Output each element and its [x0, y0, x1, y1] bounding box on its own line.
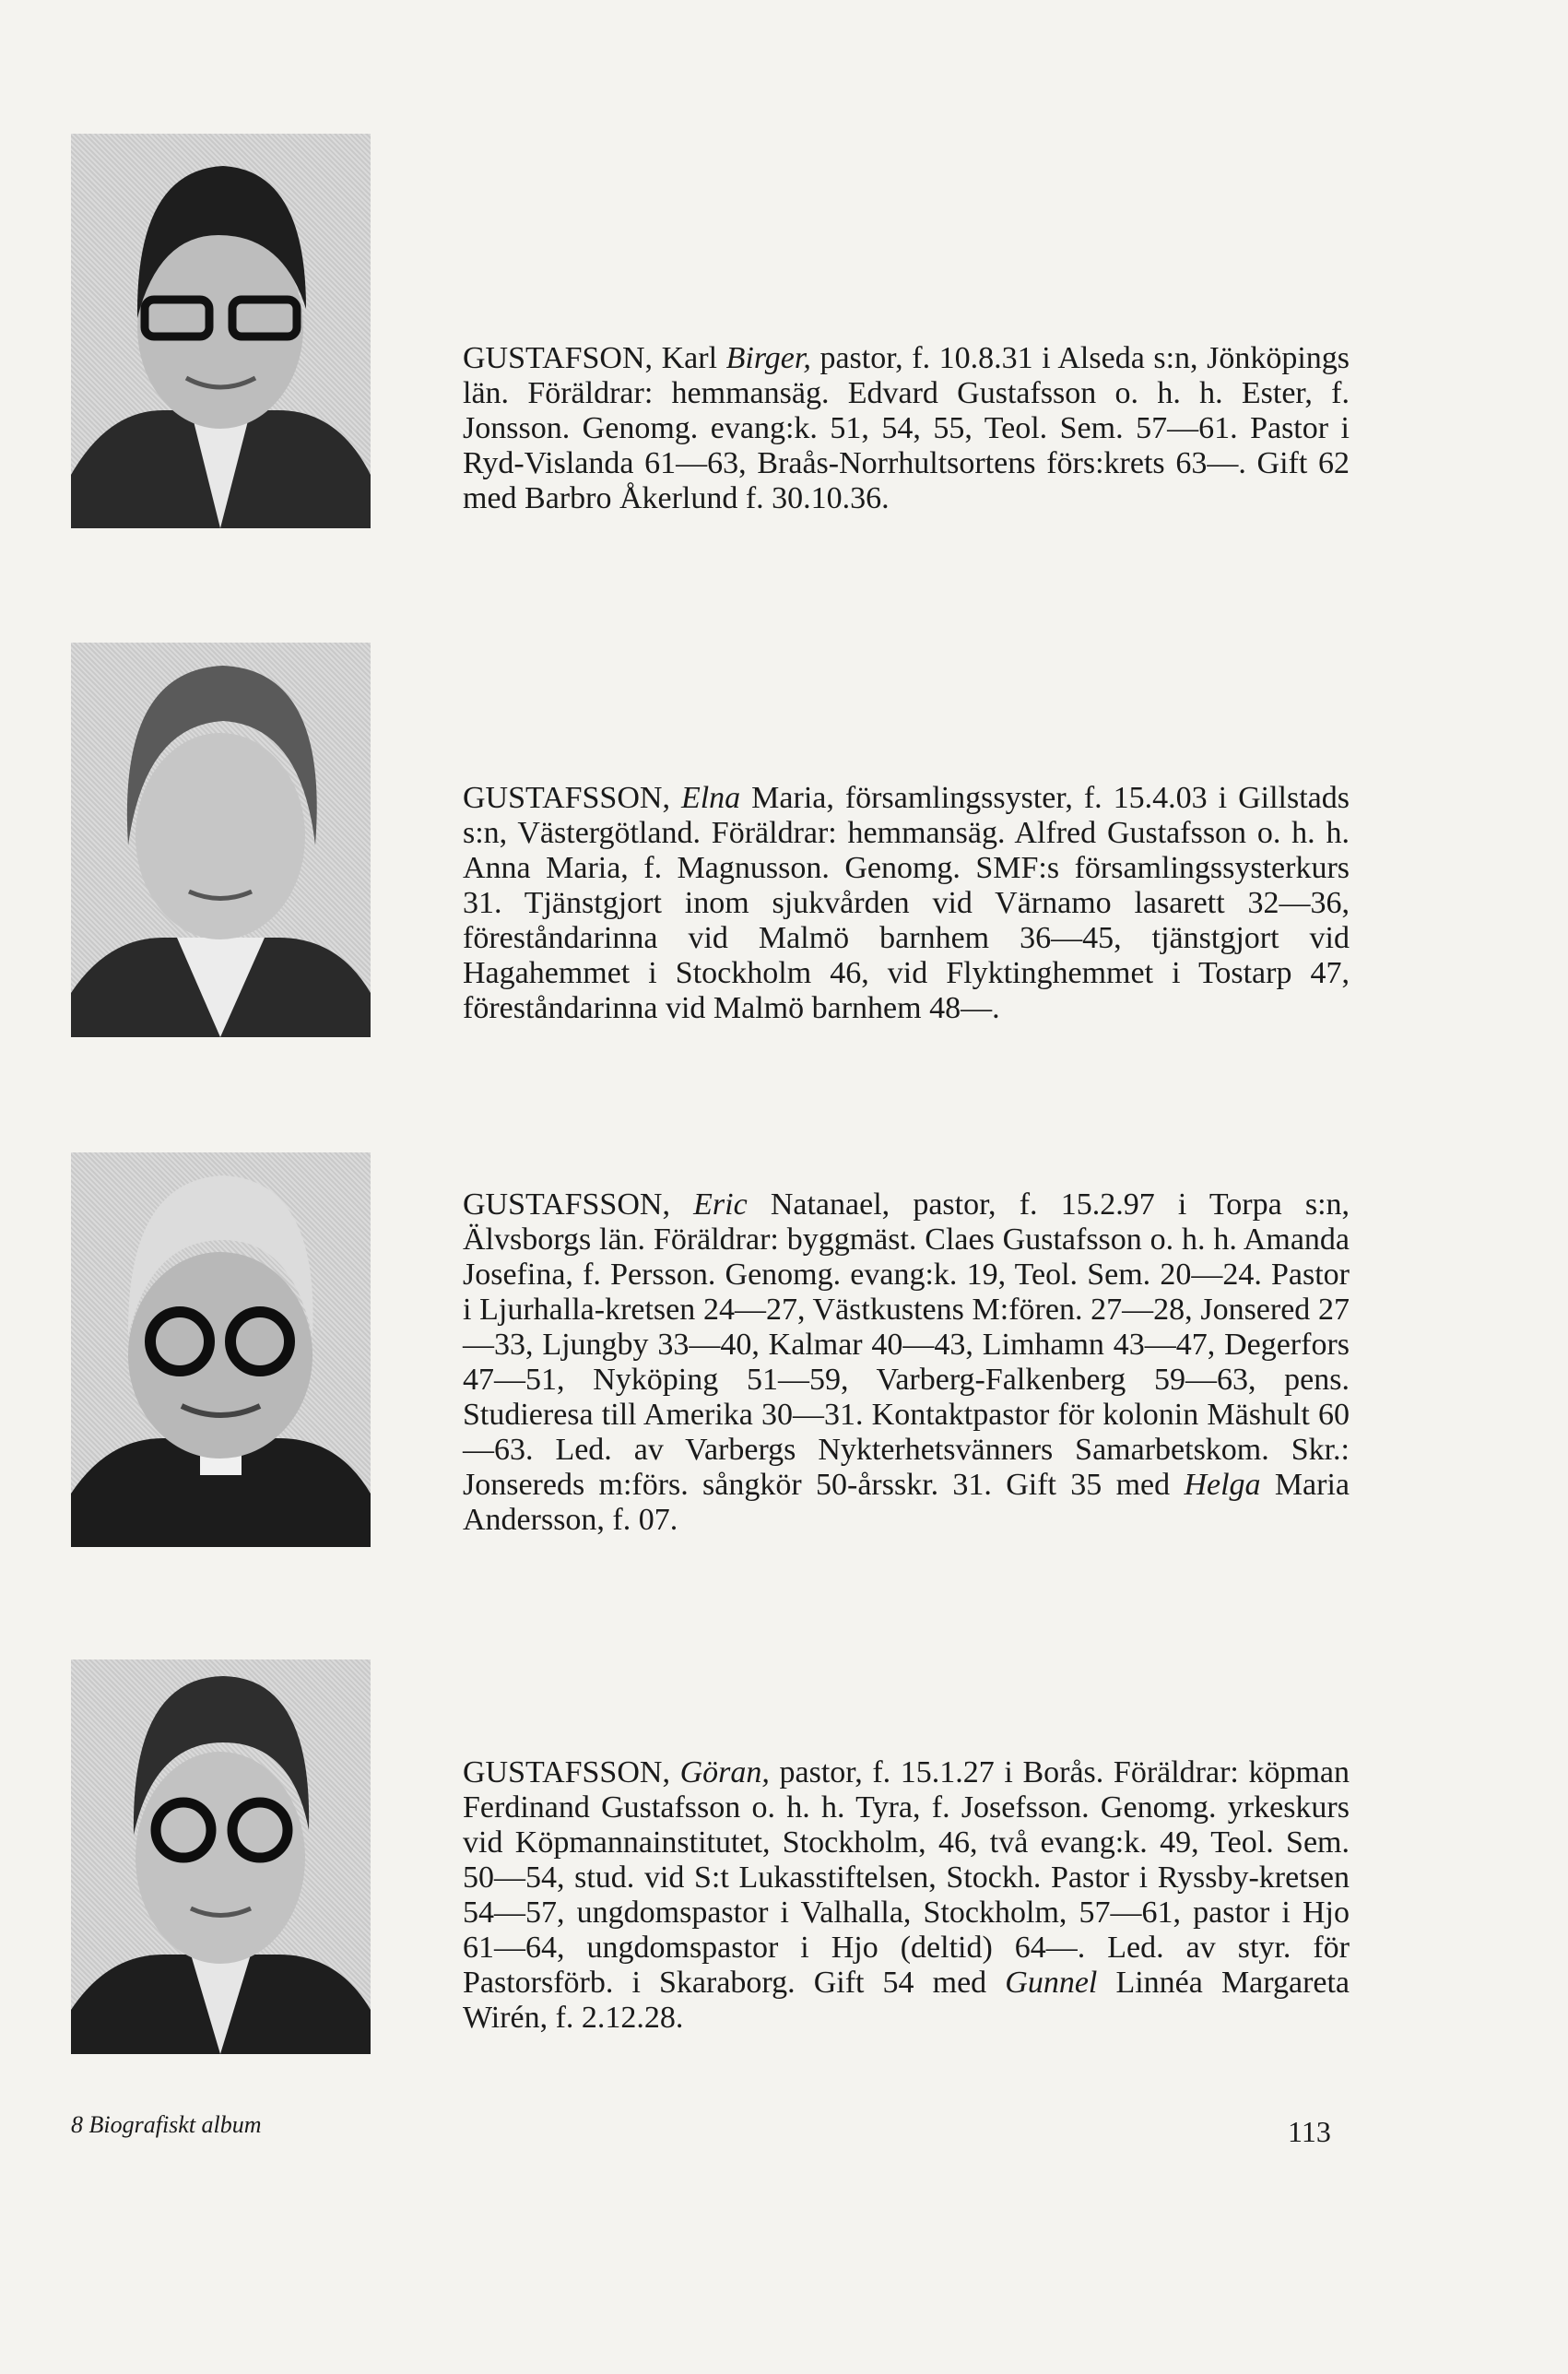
footer-signature: 8 Biografiskt album [71, 2111, 262, 2138]
biography-entry [463, 341, 1350, 516]
entry-text: pastor, f. 10.8.31 i Alseda s:n, Jönköpings län. Föräldrar: hemmansäg. Edvard Gustafsson o. h. h. Ester, f. Jonsson. Genomg. evang:k. 51, 54, 55, Teol. Sem. 57—61. Pastor i Ryd-Vislanda 61—63, Braås-Norrhultsortens förs:krets 63—. Gift 62 med Barbro Åkerlund f. 30.10.36. [463, 341, 1350, 515]
entry-surname: GUSTAFSSON, [463, 781, 670, 815]
entry-first-name: Natanael, [770, 1187, 890, 1222]
entry-first-name: Karl [661, 341, 718, 375]
entry-text-end: Maria Andersson, f. 07. [463, 1468, 1350, 1537]
portrait-photo [71, 1659, 371, 2054]
portrait-image [71, 1659, 371, 2054]
entry-text-end: Linnéa Margareta Wirén, f. 2.12.28. [463, 1966, 1350, 2035]
biography-entry [463, 1187, 1350, 1538]
entry-text: pastor, f. 15.1.27 i Borås. Föräldrar: köpman Ferdinand Gustafsson o. h. h. Tyra, f. Josefsson. Genomg. yrkeskurs vid Köpmannainstitutet, Stockholm, 46, två evang:k. 49, Teol. Sem. 50—54, stud. vid S:t Lukasstiftelsen, Stockh. Pastor i Ryssby-kretsen 54—57, ungdomspastor i Valhalla, Stockholm, 57—61, pastor i Hjo 61—64, ungdomspastor i Hjo (deltid) 64—. Led. av styr. för Pastorsförb. i Skaraborg. Gift 54 med [463, 1755, 1350, 2000]
entry-text: församlingssyster, f. 15.4.03 i Gillstads s:n, Västergötland. Föräldrar: hemmansäg. Alfred Gustafsson o. h. h. Anna Maria, f. Magnusson. Genomg. SMF:s församlingssysterkurs 31. Tjänstgjort inom sjukvården vid Värnamo lasarett 32—36, föreståndarinna vid Malmö barnhem 36—45, tjänstgjort vid Hagahemmet i Stockholm 46, vid Flyktinghemmet i Tostarp 47, föreståndarinna vid Malmö barnhem 48—. [463, 781, 1350, 1025]
portrait-image [71, 134, 371, 528]
portrait-photo [71, 134, 371, 528]
entry-called-name: Göran, [679, 1755, 770, 1789]
entry-surname: GUSTAFSSON, [463, 1755, 670, 1789]
entry-called-name: Eric [693, 1187, 748, 1222]
entry-surname: GUSTAFSSON, [463, 1187, 670, 1222]
biography-entry [463, 1755, 1350, 2036]
portrait-image [71, 1152, 371, 1547]
entry-spouse-name: Gunnel [1005, 1966, 1098, 2000]
entry-called-name: Birger, [725, 341, 811, 375]
biography-entry [463, 781, 1350, 1026]
entry-spouse-name: Helga [1184, 1468, 1261, 1502]
entry-surname: GUSTAFSON, [463, 341, 654, 375]
entry-text: pastor, f. 15.2.97 i Torpa s:n, Älvsborgs län. Föräldrar: byggmäst. Claes Gustafsson o. h. h. Amanda Josefina, f. Persson. Genomg. evang:k. 19, Teol. Sem. 20—24. Pastor i Ljurhalla-kretsen 24—27, Västkustens M:fören. 27—28, Jonsered 27—33, Ljungby 33—40, Kalmar 40—43, Limhamn 43—47, Degerfors 47—51, Nyköping 51—59, Varberg-Falkenberg 59—63, pens. Studieresa till Amerika 30—31. Kontaktpastor för kolonin Mäshult 60—63. Led. av Varbergs Nykterhetsvänners Samarbetskom. Skr.: Jonsereds m:förs. sångkör 50-årsskr. 31. Gift 35 med [463, 1187, 1350, 1502]
page-number: 113 [1288, 2115, 1331, 2148]
entry-first-name: Maria, [751, 781, 834, 815]
portrait-photo [71, 1152, 371, 1547]
portrait-photo [71, 643, 371, 1037]
portrait-image [71, 643, 371, 1037]
entry-called-name: Elna [680, 781, 741, 815]
